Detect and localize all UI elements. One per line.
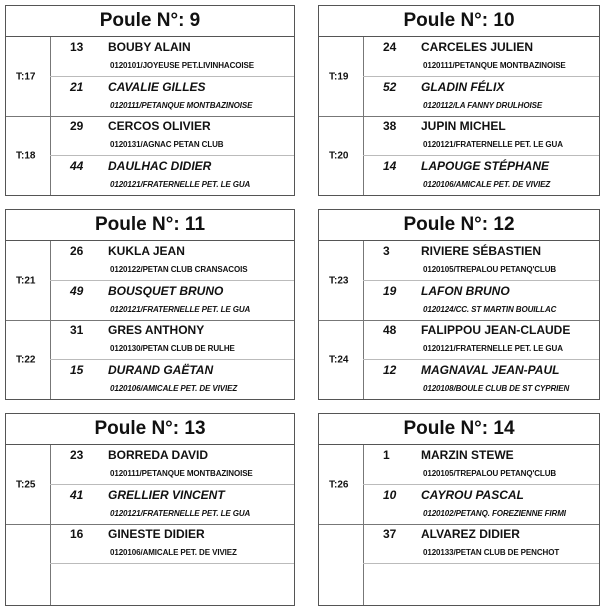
table-cell (319, 524, 364, 605)
match-row (319, 445, 599, 525)
player-entry (50, 241, 294, 280)
player-club: 0120111/PETANQUE MONTBAZINOISE (423, 61, 566, 70)
player-name: ALVAREZ DIDIER (421, 527, 520, 541)
player-club: 0120111/PETANQUE MONTBAZINOISE (110, 101, 253, 110)
player-name: GRES ANTHONY (108, 323, 205, 337)
poule-title: Poule N°: 12 (319, 210, 599, 241)
player-entry (50, 359, 294, 399)
match-row (6, 116, 294, 195)
player-club: 0120121/FRATERNELLE PET. LE GUA (110, 509, 251, 518)
player-number: 44 (70, 159, 84, 173)
player-club: 0120108/BOULE CLUB DE ST CYPRIEN (423, 384, 570, 393)
table-label: T:17 (16, 71, 36, 82)
table-cell (6, 37, 51, 116)
player-name: FALIPPOU JEAN-CLAUDE (421, 323, 571, 337)
player-name: CARCELES JULIEN (421, 40, 534, 54)
player-name: KUKLA JEAN (108, 244, 185, 258)
player-number: 3 (383, 244, 390, 258)
player-name: CAVALIE GILLES (108, 80, 206, 94)
player-club: 0120106/AMICALE PET. DE VIVIEZ (423, 180, 551, 189)
poule-title: Poule N°: 11 (6, 210, 294, 241)
player-entry (50, 37, 294, 76)
player-entry (363, 445, 599, 484)
table-label: T:19 (329, 71, 349, 82)
player-name: CERCOS OLIVIER (108, 119, 211, 133)
player-entry (363, 359, 599, 399)
player-number: 16 (70, 527, 84, 541)
table-label: T:20 (329, 150, 349, 161)
poule-card-11 (5, 209, 295, 400)
player-entry (363, 155, 599, 195)
player-number: 29 (70, 119, 84, 133)
player-entry (363, 280, 599, 320)
player-name: MAGNAVAL JEAN-PAUL (421, 363, 560, 377)
table-cell (6, 445, 51, 524)
player-number: 49 (70, 284, 84, 298)
player-number: 13 (70, 40, 84, 54)
player-number: 10 (383, 488, 397, 502)
poule-card-14 (318, 413, 600, 606)
player-name: RIVIERE SÉBASTIEN (421, 244, 542, 258)
player-entry (363, 320, 599, 359)
table-label: T:26 (329, 479, 349, 490)
table-label: T:22 (16, 354, 36, 365)
player-entry (50, 76, 294, 116)
player-name: DAULHAC DIDIER (108, 159, 212, 173)
player-entry (363, 484, 599, 524)
player-number: 23 (70, 448, 84, 462)
player-club: 0120112/LA FANNY DRULHOISE (423, 101, 543, 110)
poule-title: Poule N°: 13 (6, 414, 294, 445)
player-entry (50, 320, 294, 359)
match-row (6, 241, 294, 321)
player-entry (363, 76, 599, 116)
player-club: 0120102/PETANQ. FOREZIENNE FIRMI (423, 509, 566, 518)
player-name: CAYROU PASCAL (421, 488, 524, 502)
player-number: 41 (70, 488, 84, 502)
player-number: 26 (70, 244, 84, 258)
match-row (6, 445, 294, 525)
player-name: LAFON BRUNO (421, 284, 510, 298)
player-name: GLADIN FÉLIX (421, 80, 505, 94)
player-name: GINESTE DIDIER (108, 527, 205, 541)
poule-title: Poule N°: 14 (319, 414, 599, 445)
player-entry-empty (363, 563, 599, 603)
match-row (319, 320, 599, 399)
player-club: 0120106/AMICALE PET. DE VIVIEZ (110, 548, 237, 557)
player-club: 0120106/AMICALE PET. DE VIVIEZ (110, 384, 238, 393)
player-name: BOUBY ALAIN (108, 40, 191, 54)
poule-title: Poule N°: 10 (319, 6, 599, 37)
match-row (6, 320, 294, 399)
player-entry (363, 37, 599, 76)
player-name: MARZIN STEWE (421, 448, 514, 462)
table-cell (6, 241, 51, 320)
player-name: GRELLIER VINCENT (108, 488, 225, 502)
player-number: 31 (70, 323, 84, 337)
player-name: JUPIN MICHEL (421, 119, 506, 133)
player-number: 24 (383, 40, 397, 54)
player-number: 38 (383, 119, 397, 133)
player-entry (50, 280, 294, 320)
player-entry (363, 241, 599, 280)
player-number: 15 (70, 363, 84, 377)
match-row (319, 37, 599, 117)
player-number: 12 (383, 363, 397, 377)
player-entry (363, 116, 599, 155)
player-entry (50, 484, 294, 524)
player-entry (50, 116, 294, 155)
player-club: 0120121/FRATERNELLE PET. LE GUA (110, 180, 251, 189)
player-club: 0120130/PETAN CLUB DE RULHE (110, 344, 235, 353)
player-club: 0120122/PETAN CLUB CRANSACOIS (110, 265, 248, 274)
match-row (319, 241, 599, 321)
table-cell (319, 241, 364, 320)
player-club: 0120105/TREPALOU PETANQ'CLUB (423, 469, 557, 478)
poule-card-10 (318, 5, 600, 196)
player-club: 0120133/PETAN CLUB DE PENCHOT (423, 548, 560, 557)
poule-card-9 (5, 5, 295, 196)
table-label: T:23 (329, 275, 349, 286)
player-number: 19 (383, 284, 397, 298)
table-label: T:25 (16, 479, 36, 490)
player-entry (363, 524, 599, 563)
table-cell (319, 445, 364, 524)
player-club: 0120105/TREPALOU PETANQ'CLUB (423, 265, 557, 274)
player-club: 0120111/PETANQUE MONTBAZINOISE (110, 469, 253, 478)
table-cell (6, 524, 51, 605)
table-cell (319, 116, 364, 195)
player-name: DURAND GAËTAN (108, 363, 214, 377)
player-club: 0120121/FRATERNELLE PET. LE GUA (423, 344, 563, 353)
match-row (319, 524, 599, 605)
table-label: T:24 (329, 354, 349, 365)
player-number: 1 (383, 448, 390, 462)
player-name: BORREDA DAVID (108, 448, 209, 462)
player-number: 21 (70, 80, 84, 94)
table-cell (6, 116, 51, 195)
player-number: 14 (383, 159, 397, 173)
table-cell (6, 320, 51, 399)
table-cell (319, 320, 364, 399)
table-cell (319, 37, 364, 116)
player-name: LAPOUGE STÉPHANE (421, 159, 550, 173)
player-number: 48 (383, 323, 397, 337)
player-entry-empty (50, 563, 294, 603)
table-label: T:21 (16, 275, 36, 286)
player-name: BOUSQUET BRUNO (108, 284, 224, 298)
match-row (6, 37, 294, 117)
player-club: 0120121/FRATERNELLE PET. LE GUA (110, 305, 251, 314)
player-entry (50, 524, 294, 563)
player-club: 0120124/CC. ST MARTIN BOUILLAC (423, 305, 557, 314)
player-number: 37 (383, 527, 397, 541)
poule-card-12 (318, 209, 600, 400)
player-club: 0120121/FRATERNELLE PET. LE GUA (423, 140, 563, 149)
poule-title: Poule N°: 9 (6, 6, 294, 37)
player-club: 0120131/AGNAC PETAN CLUB (110, 140, 224, 149)
player-number: 52 (383, 80, 397, 94)
poule-card-13 (5, 413, 295, 606)
player-entry (50, 155, 294, 195)
match-row (319, 116, 599, 195)
player-club: 0120101/JOYEUSE PET.LIVINHACOISE (110, 61, 254, 70)
table-label: T:18 (16, 150, 36, 161)
player-entry (50, 445, 294, 484)
match-row (6, 524, 294, 605)
